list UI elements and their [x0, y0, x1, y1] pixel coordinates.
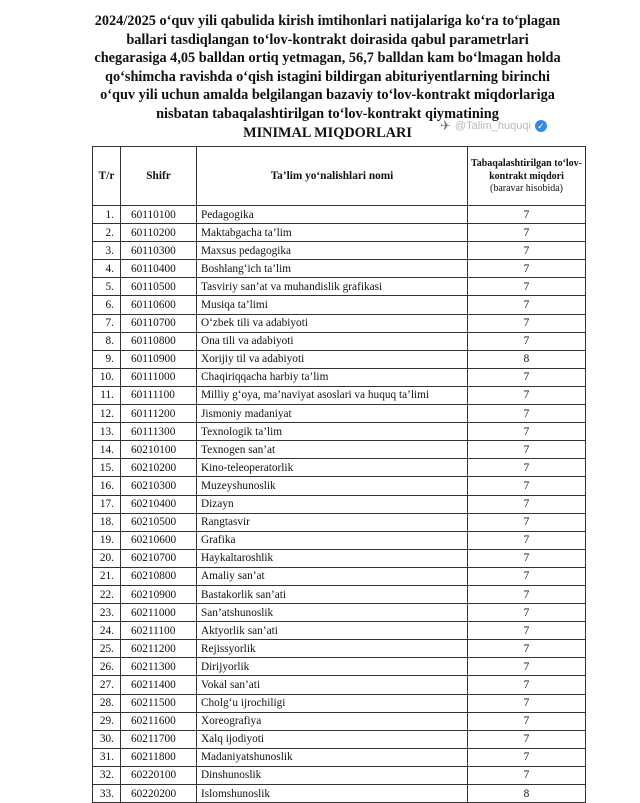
cell-name: Xoreografiya: [197, 712, 468, 730]
watermark-handle: [440, 118, 547, 134]
cell-num: 3.: [93, 242, 121, 260]
cell-amount: 7: [468, 622, 586, 640]
table-row: [93, 224, 586, 242]
cell-code: 60110200: [121, 224, 197, 242]
cell-name: Tasviriy san’at va muhandislik grafikasi: [197, 278, 468, 296]
cell-code: 60220200: [121, 785, 197, 803]
cell-num: 4.: [93, 260, 121, 278]
cell-amount: 7: [468, 730, 586, 748]
cell-code: 60210200: [121, 459, 197, 477]
cell-name: Rangtasvir: [197, 513, 468, 531]
table-row: [93, 622, 586, 640]
cell-num: 23.: [93, 604, 121, 622]
cell-code: 60220100: [121, 766, 197, 784]
cell-num: 8.: [93, 332, 121, 350]
cell-num: 6.: [93, 296, 121, 314]
verified-check-icon: ✓: [535, 120, 547, 132]
cell-name: Maxsus pedagogika: [197, 242, 468, 260]
cell-code: 60210400: [121, 495, 197, 513]
table-row: [93, 441, 586, 459]
cell-amount: 7: [468, 278, 586, 296]
cell-code: 60211000: [121, 604, 197, 622]
table-row: [93, 459, 586, 477]
cell-code: 60110900: [121, 350, 197, 368]
cell-name: Ona tili va adabiyoti: [197, 332, 468, 350]
table-row: [93, 676, 586, 694]
cell-name: Xorijiy til va adabiyoti: [197, 350, 468, 368]
cell-amount: 7: [468, 513, 586, 531]
cell-num: 22.: [93, 585, 121, 603]
cell-amount: 8: [468, 350, 586, 368]
cell-amount: 7: [468, 368, 586, 386]
cell-num: 27.: [93, 676, 121, 694]
cell-num: 13.: [93, 423, 121, 441]
cell-name: Grafika: [197, 531, 468, 549]
header-amount-hint: (baravar hisobida): [489, 183, 564, 195]
header-code: Shifr: [121, 147, 197, 206]
title-line: MINIMAL MIQDORLARI: [243, 124, 412, 141]
table-row: [93, 531, 586, 549]
cell-num: 25.: [93, 640, 121, 658]
title-line: nisbatan tabaqalashtirilgan to‘lov-kontrakt qiymatining: [156, 105, 499, 122]
cell-name: Dirijyorlik: [197, 658, 468, 676]
cell-amount: 7: [468, 332, 586, 350]
cell-amount: 7: [468, 567, 586, 585]
cell-num: 30.: [93, 730, 121, 748]
cell-code: 60210700: [121, 549, 197, 567]
table-row: [93, 278, 586, 296]
table-row: [93, 477, 586, 495]
table-row: [93, 332, 586, 350]
table-row: [93, 604, 586, 622]
cell-name: Bastakorlik san’ati: [197, 585, 468, 603]
cell-name: Texnogen san’at: [197, 441, 468, 459]
cell-num: 1.: [93, 206, 121, 224]
cell-name: Rejissyorlik: [197, 640, 468, 658]
cell-name: O‘zbek tili va adabiyoti: [197, 314, 468, 332]
table-row: [93, 513, 586, 531]
table-row: [93, 748, 586, 766]
cell-amount: 7: [468, 242, 586, 260]
cell-code: 60110800: [121, 332, 197, 350]
cell-num: 2.: [93, 224, 121, 242]
cell-code: 60210900: [121, 585, 197, 603]
cell-amount: 7: [468, 314, 586, 332]
cell-amount: 7: [468, 206, 586, 224]
cell-num: 16.: [93, 477, 121, 495]
cell-amount: 7: [468, 495, 586, 513]
cell-code: 60211600: [121, 712, 197, 730]
cell-name: Kino-teleoperatorlik: [197, 459, 468, 477]
cell-code: 60210100: [121, 441, 197, 459]
cell-code: 60210300: [121, 477, 197, 495]
cell-name: Dizayn: [197, 495, 468, 513]
table-row: [93, 585, 586, 603]
cell-code: 60210800: [121, 567, 197, 585]
table-row: [93, 206, 586, 224]
cell-code: 60210500: [121, 513, 197, 531]
cell-amount: 7: [468, 386, 586, 404]
table-row: [93, 350, 586, 368]
cell-code: 60211300: [121, 658, 197, 676]
title-line: ballari tasdiqlangan to‘lov-kontrakt doirasida qabul parametrlari: [126, 31, 529, 48]
cell-name: Jismoniy madaniyat: [197, 405, 468, 423]
cell-amount: 7: [468, 585, 586, 603]
cell-num: 26.: [93, 658, 121, 676]
cell-num: 17.: [93, 495, 121, 513]
table-row: [93, 423, 586, 441]
cell-code: 60110400: [121, 260, 197, 278]
cell-amount: 7: [468, 405, 586, 423]
cell-amount: 7: [468, 224, 586, 242]
paper-plane-icon: ✈: [440, 118, 451, 133]
title-line: qo‘shimcha ravishda o‘qish istagini bildirgan abituriyentlarning birinchi: [105, 68, 550, 85]
cell-amount: 7: [468, 296, 586, 314]
cell-num: 24.: [93, 622, 121, 640]
cell-num: 32.: [93, 766, 121, 784]
cell-name: Amaliy san’at: [197, 567, 468, 585]
cell-code: 60110500: [121, 278, 197, 296]
cell-name: Muzeyshunoslik: [197, 477, 468, 495]
title-line: chegarasiga 4,05 balldan ortiq yetmagan, 56,7 balldan kam bo‘lmagan holda: [94, 50, 561, 67]
table-row: [93, 260, 586, 278]
cell-num: 33.: [93, 785, 121, 803]
contract-table: [92, 146, 586, 803]
cell-amount: 7: [468, 766, 586, 784]
cell-amount: 7: [468, 640, 586, 658]
cell-name: Maktabgacha ta’lim: [197, 224, 468, 242]
cell-code: 60111000: [121, 368, 197, 386]
cell-amount: 7: [468, 676, 586, 694]
cell-num: 7.: [93, 314, 121, 332]
cell-code: 60111200: [121, 405, 197, 423]
cell-amount: 7: [468, 459, 586, 477]
cell-amount: 7: [468, 604, 586, 622]
handle-text: @Talim_huquqi: [454, 120, 531, 132]
table-row: [93, 549, 586, 567]
table-header-row: [93, 147, 586, 206]
cell-code: 60111100: [121, 386, 197, 404]
table-row: [93, 766, 586, 784]
title-line: o‘quv yili uchun amalda belgilangan bazaviy to‘lov-kontrakt miqdorlariga: [100, 87, 555, 104]
cell-amount: 7: [468, 260, 586, 278]
cell-num: 29.: [93, 712, 121, 730]
cell-amount: 8: [468, 785, 586, 803]
cell-amount: 7: [468, 423, 586, 441]
cell-amount: 7: [468, 712, 586, 730]
cell-name: Aktyorlik san’ati: [197, 622, 468, 640]
cell-num: 20.: [93, 549, 121, 567]
cell-name: Milliy g‘oya, ma’naviyat asoslari va huquq ta’limi: [197, 386, 468, 404]
cell-code: 60211700: [121, 730, 197, 748]
table-row: [93, 495, 586, 513]
table-row: [93, 296, 586, 314]
cell-num: 15.: [93, 459, 121, 477]
table-row: [93, 314, 586, 332]
cell-code: 60211500: [121, 694, 197, 712]
cell-amount: 7: [468, 441, 586, 459]
table-row: [93, 658, 586, 676]
cell-code: 60110600: [121, 296, 197, 314]
cell-code: 60110100: [121, 206, 197, 224]
header-name: Ta’lim yo‘nalishlari nomi: [197, 147, 468, 206]
cell-amount: 7: [468, 694, 586, 712]
cell-num: 11.: [93, 386, 121, 404]
cell-name: Cholg‘u ijrochiligi: [197, 694, 468, 712]
cell-num: 14.: [93, 441, 121, 459]
cell-code: 60110700: [121, 314, 197, 332]
cell-name: Chaqiriqqacha harbiy ta’lim: [197, 368, 468, 386]
table-row: [93, 730, 586, 748]
cell-name: Vokal san’ati: [197, 676, 468, 694]
header-amount: [468, 147, 586, 206]
cell-code: 60211800: [121, 748, 197, 766]
cell-code: 60210600: [121, 531, 197, 549]
cell-name: Boshlang‘ich ta’lim: [197, 260, 468, 278]
table-row: [93, 405, 586, 423]
table-row: [93, 712, 586, 730]
cell-amount: 7: [468, 549, 586, 567]
cell-name: Islomshunoslik: [197, 785, 468, 803]
cell-num: 9.: [93, 350, 121, 368]
title-line: 2024/2025 o‘quv yili qabulida kirish imtihonlari natijalariga ko‘ra to‘plagan: [94, 13, 561, 29]
cell-name: San’atshunoslik: [197, 604, 468, 622]
cell-num: 21.: [93, 567, 121, 585]
cell-num: 18.: [93, 513, 121, 531]
cell-name: Xalq ijodiyoti: [197, 730, 468, 748]
table-row: [93, 694, 586, 712]
cell-name: Dinshunoslik: [197, 766, 468, 784]
table-row: [93, 368, 586, 386]
cell-num: 5.: [93, 278, 121, 296]
cell-name: Madaniyatshunoslik: [197, 748, 468, 766]
cell-num: 31.: [93, 748, 121, 766]
cell-code: 60211400: [121, 676, 197, 694]
table-row: [93, 242, 586, 260]
cell-amount: 7: [468, 748, 586, 766]
cell-num: 12.: [93, 405, 121, 423]
cell-num: 28.: [93, 694, 121, 712]
cell-num: 10.: [93, 368, 121, 386]
cell-name: Pedagogika: [197, 206, 468, 224]
header-num: T/r: [93, 147, 121, 206]
cell-name: Texnologik ta’lim: [197, 423, 468, 441]
table-row: [93, 640, 586, 658]
cell-amount: 7: [468, 658, 586, 676]
cell-amount: 7: [468, 531, 586, 549]
table-row: [93, 567, 586, 585]
cell-code: 60111300: [121, 423, 197, 441]
table-row: [93, 386, 586, 404]
cell-name: Musiqa ta’limi: [197, 296, 468, 314]
cell-amount: 7: [468, 477, 586, 495]
cell-code: 60211200: [121, 640, 197, 658]
cell-num: 19.: [93, 531, 121, 549]
cell-name: Haykaltaroshlik: [197, 549, 468, 567]
header-amount-label: Tabaqalashtirilgan to‘lov-kontrakt miqdori: [470, 158, 583, 182]
cell-code: 60211100: [121, 622, 197, 640]
cell-code: 60110300: [121, 242, 197, 260]
